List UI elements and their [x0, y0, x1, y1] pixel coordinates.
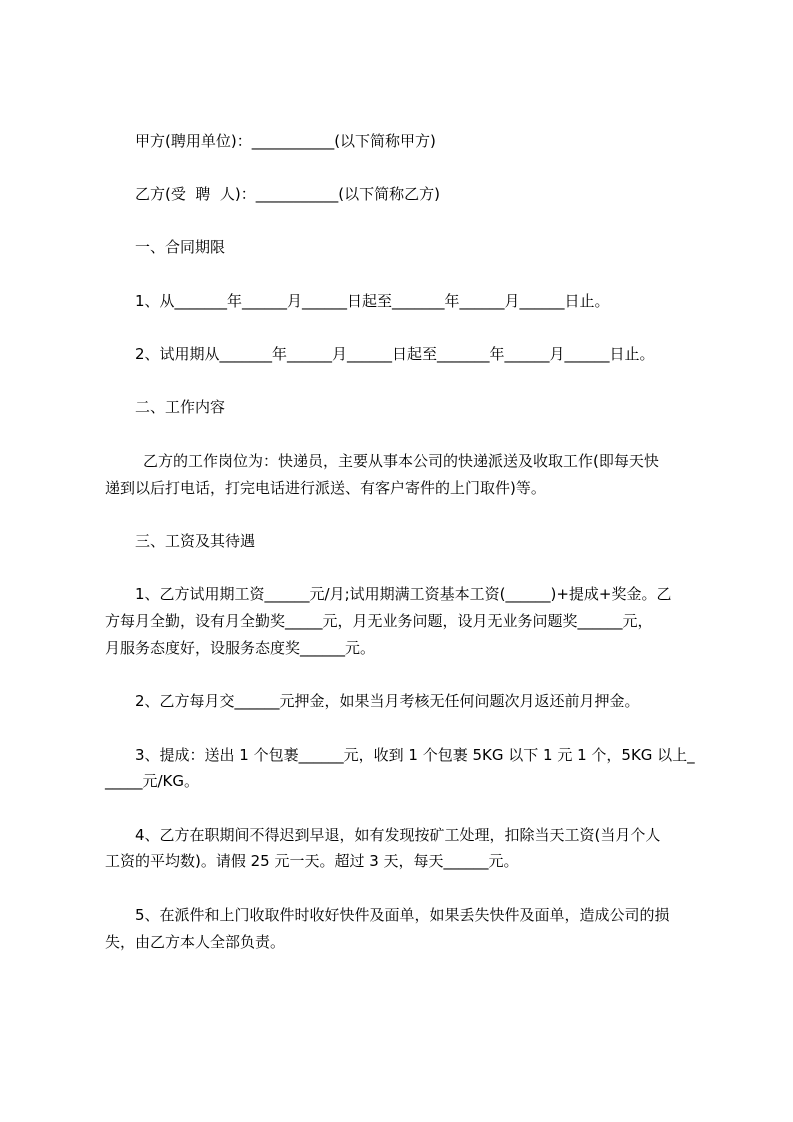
salary-item-5-line-2: 失，由乙方本人全部负责。 [105, 933, 286, 951]
salary-item-4-line-2: 工资的平均数)。请假 25 元一天。超过 3 天，每天______元。 [105, 852, 519, 870]
salary-item-1-line-3: 月服务态度好，设服务态度奖______元。 [105, 639, 376, 657]
salary-item-3-line-2: _____元/KG。 [105, 772, 200, 790]
salary-item-2: 2、乙方每月交______元押金，如果当月考核无任何问题次月返还前月押金。 [135, 692, 640, 710]
section-3-heading: 三、工资及其待遇 [135, 532, 256, 550]
party-a-line: 甲方(聘用单位)：___________(以下简称甲方) [135, 132, 436, 150]
term-item-2: 2、试用期从_______年______月______日起至_______年______月______日止。 [135, 345, 655, 363]
salary-item-5-line-1: 5、在派件和上门收取件时收好快件及面单，如果丢失快件及面单，造成公司的损 [135, 906, 670, 924]
job-content-line-1: 乙方的工作岗位为：快递员，主要从事本公司的快递派送及收取工作(即每天快 [143, 452, 659, 470]
salary-item-3-line-1: 3、提成：送出 1 个包裹______元，收到 1 个包裹 5KG 以下 1 元 1 个，5KG 以上_ [135, 746, 695, 764]
term-item-1: 1、从_______年______月______日起至_______年______月______日止。 [135, 292, 610, 310]
salary-item-1-line-1: 1、乙方试用期工资______元/月;试用期满工资基本工资(______)+提成+奖金。乙 [135, 585, 672, 603]
section-1-heading: 一、合同期限 [135, 238, 226, 256]
salary-item-1-line-2: 方每月全勤，设有月全勤奖_____元，月无业务问题，设月无业务问题奖______元， [105, 612, 653, 630]
salary-item-4-line-1: 4、乙方在职期间不得迟到早退，如有发现按矿工处理，扣除当天工资(当月个人 [135, 826, 661, 844]
party-b-line: 乙方(受 聘 人)：___________(以下简称乙方) [135, 185, 440, 203]
job-content-line-2: 递到以后打电话，打完电话进行派送、有客户寄件的上门取件)等。 [105, 479, 546, 497]
section-2-heading: 二、工作内容 [135, 398, 226, 416]
